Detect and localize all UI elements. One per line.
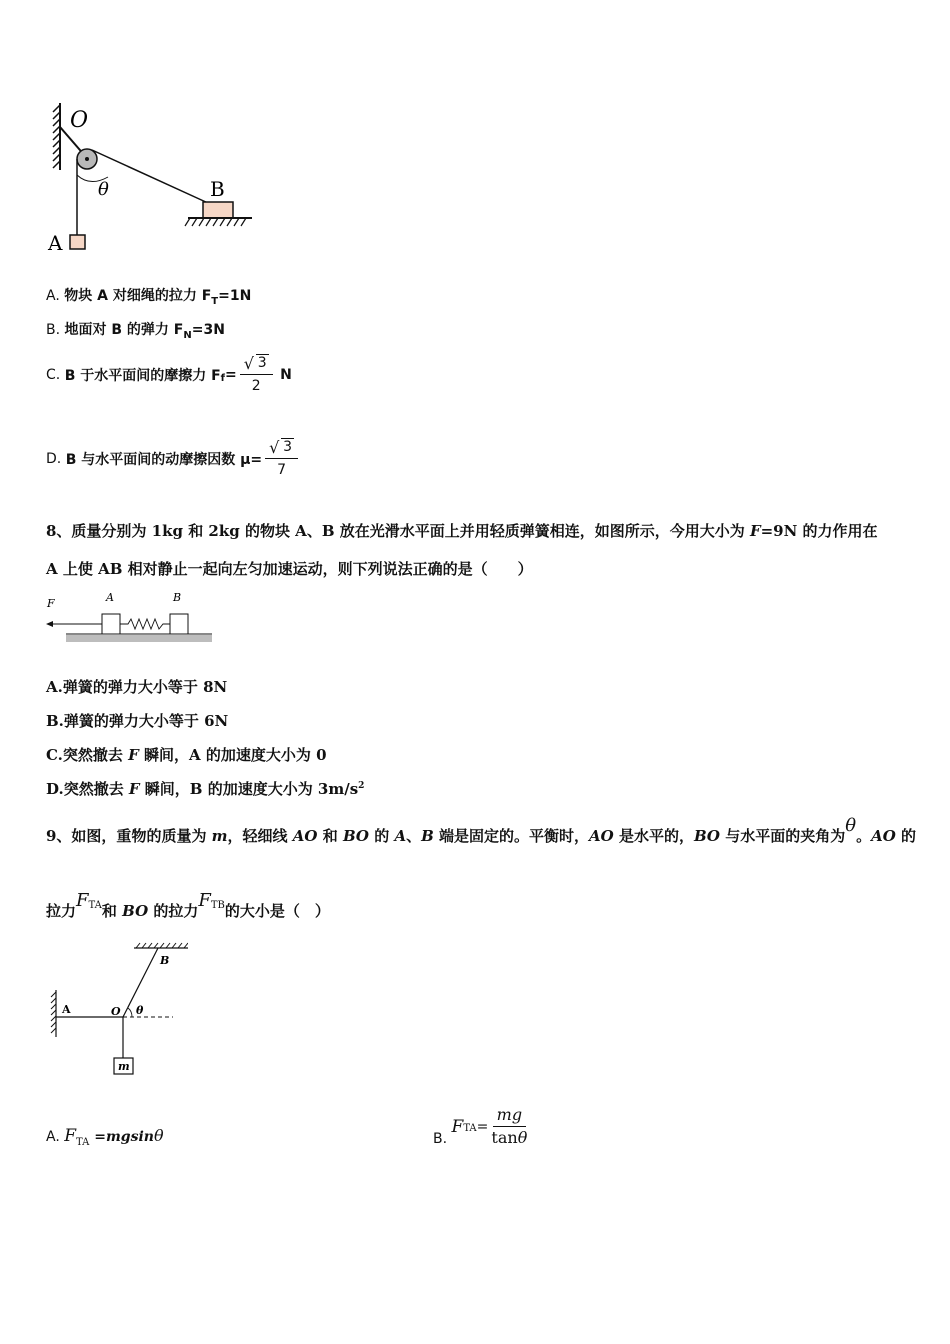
q9-option-a: A. $F_{TA} =mgsin\theta$ <box>46 1126 164 1148</box>
q8-label-a: A <box>106 591 114 604</box>
q8-label-f: F <box>47 597 55 610</box>
q9-stem-line2: 拉力$F_{TA}$和 BO 的拉力$F_{TB}$的大小是（ ） <box>46 890 330 920</box>
q9-figure <box>48 942 188 1077</box>
q9-label-theta: θ <box>136 1004 144 1017</box>
q8-stem-line2: A 上使 AB 相对静止一起向左匀加速运动，则下列说法正确的是（ ） <box>46 560 533 578</box>
q7-d-fraction: √ 3 7 <box>265 436 298 481</box>
q8-label-b: B <box>173 591 182 604</box>
q7-option-c: C. B 于水平面间的摩擦力 F $_f$ = √ 3 2 N <box>46 352 292 397</box>
q9-label-b: B <box>160 954 170 967</box>
q7-option-d: D. B 与水平面间的动摩擦因数 μ= √ 3 7 <box>46 436 301 481</box>
q9-label-m: m <box>118 1060 130 1073</box>
q9-stem-line1: 9、如图，重物的质量为 m，轻细线 AO 和 BO 的 A、B 端是固定的。平衡时，AO 是水平的，BO 与水平面的夹角为θ。AO 的 <box>46 815 917 845</box>
q9-b-fraction: $\frac{mg}{\tan\theta}$ <box>491 1105 528 1147</box>
q9-label-a: A <box>62 1003 71 1016</box>
q8-figure <box>44 588 219 650</box>
q8-stem-line1: 8、质量分别为 1kg 和 2kg 的物块 A、B 放在光滑水平面上并用轻质弹簧相连，如图所示，今用大小为 F=9N 的力作用在 <box>46 522 878 540</box>
q7-figure <box>40 95 270 260</box>
q8-option-d: D.突然撤去 F 瞬间，B 的加速度大小为 $3m/s^2$ <box>46 780 365 798</box>
q9-option-b: B. F $_{TA}$ = $\frac{mg}{\tan\theta}$ <box>433 1105 528 1147</box>
q9-label-o: O <box>111 1005 121 1018</box>
q8-option-c: C.突然撤去 F 瞬间，A 的加速度大小为 0 <box>46 746 327 764</box>
q7-option-b: B. 地面对 B 的弹力 $F_N=3N$ <box>46 322 225 341</box>
q8-option-b: B.弹簧的弹力大小等于 6N <box>46 712 229 730</box>
q7-option-a: A. 物块 A 对细绳的拉力 $F_T=1N$ <box>46 288 252 307</box>
q7-label-b: B <box>210 177 225 201</box>
q7-label-a: A <box>48 231 63 255</box>
q7-label-o: O <box>70 108 89 133</box>
q7-c-fraction: √ 3 2 <box>240 352 273 397</box>
q8-option-a: A.弹簧的弹力大小等于 8N <box>46 678 228 696</box>
q7-label-theta: θ <box>98 179 109 200</box>
